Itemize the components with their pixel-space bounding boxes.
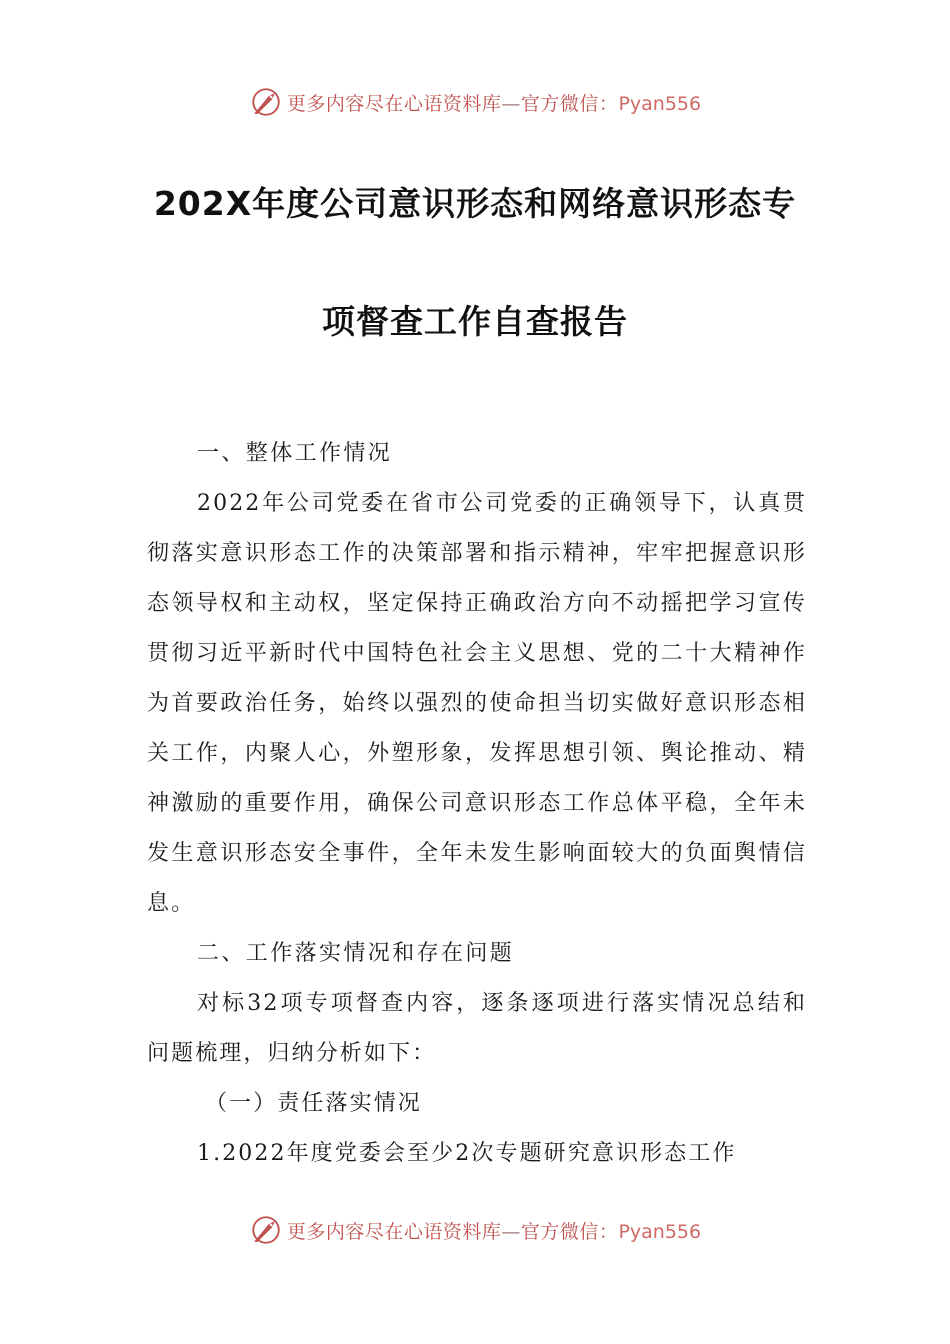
banner-text [287,1217,701,1244]
document-title-line-2: 项督查工作自查报告 [322,302,628,341]
banner-wechat-label: 官方微信： [520,1220,619,1243]
banner-wechat-handle: Pyan556 [618,92,702,115]
subsection-heading-1: （一）责任落实情况 [205,1091,422,1116]
header-banner [0,80,950,124]
pen-nib-logo-icon [249,1213,283,1247]
footer-banner [0,1208,950,1252]
banner-separator: — [501,92,521,115]
body-paragraph-2: 对标32项专项督查内容，逐条逐项进行落实情况总结和问题梳理，归纳分析如下： [147,991,807,1066]
banner-separator: — [501,1220,521,1243]
list-item-1: 1.2022年度党委会至少2次专题研究意识形态工作 [197,1141,737,1166]
banner-wechat-label: 官方微信： [520,92,619,115]
section-heading-2: 二、工作落实情况和存在问题 [197,941,515,966]
section-heading-1: 一、整体工作情况 [197,441,393,466]
document-body [147,429,807,1179]
banner-slogan: 更多内容尽在心语资料库 [286,92,502,115]
document-title-line-1: 202X年度公司意识形态和网络意识形态专 [153,184,797,223]
banner-wechat-handle: Pyan556 [618,1220,702,1243]
banner-slogan: 更多内容尽在心语资料库 [286,1220,502,1243]
body-paragraph-1: 2022年公司党委在省市公司党委的正确领导下，认真贯彻落实意识形态工作的决策部署和指示精神，牢牢把握意识形态领导权和主动权，坚定保持正确政治方向不动摇把学习宣传贯彻习近平新时代中国特色社会主义思想、党的二十大精神作为首要政治任务，始终以强烈的使命担当切实做好意识形态相关工作，内聚人心，外塑形象，发挥思想引领、舆论推动、精神激励的重要作用，确保公司意识形态工作总体平稳，全年未发生意识形态安全事件，全年未发生影响面较大的负面舆情信息。 [147,491,807,916]
banner-text [287,89,701,116]
pen-nib-logo-icon [249,85,283,119]
